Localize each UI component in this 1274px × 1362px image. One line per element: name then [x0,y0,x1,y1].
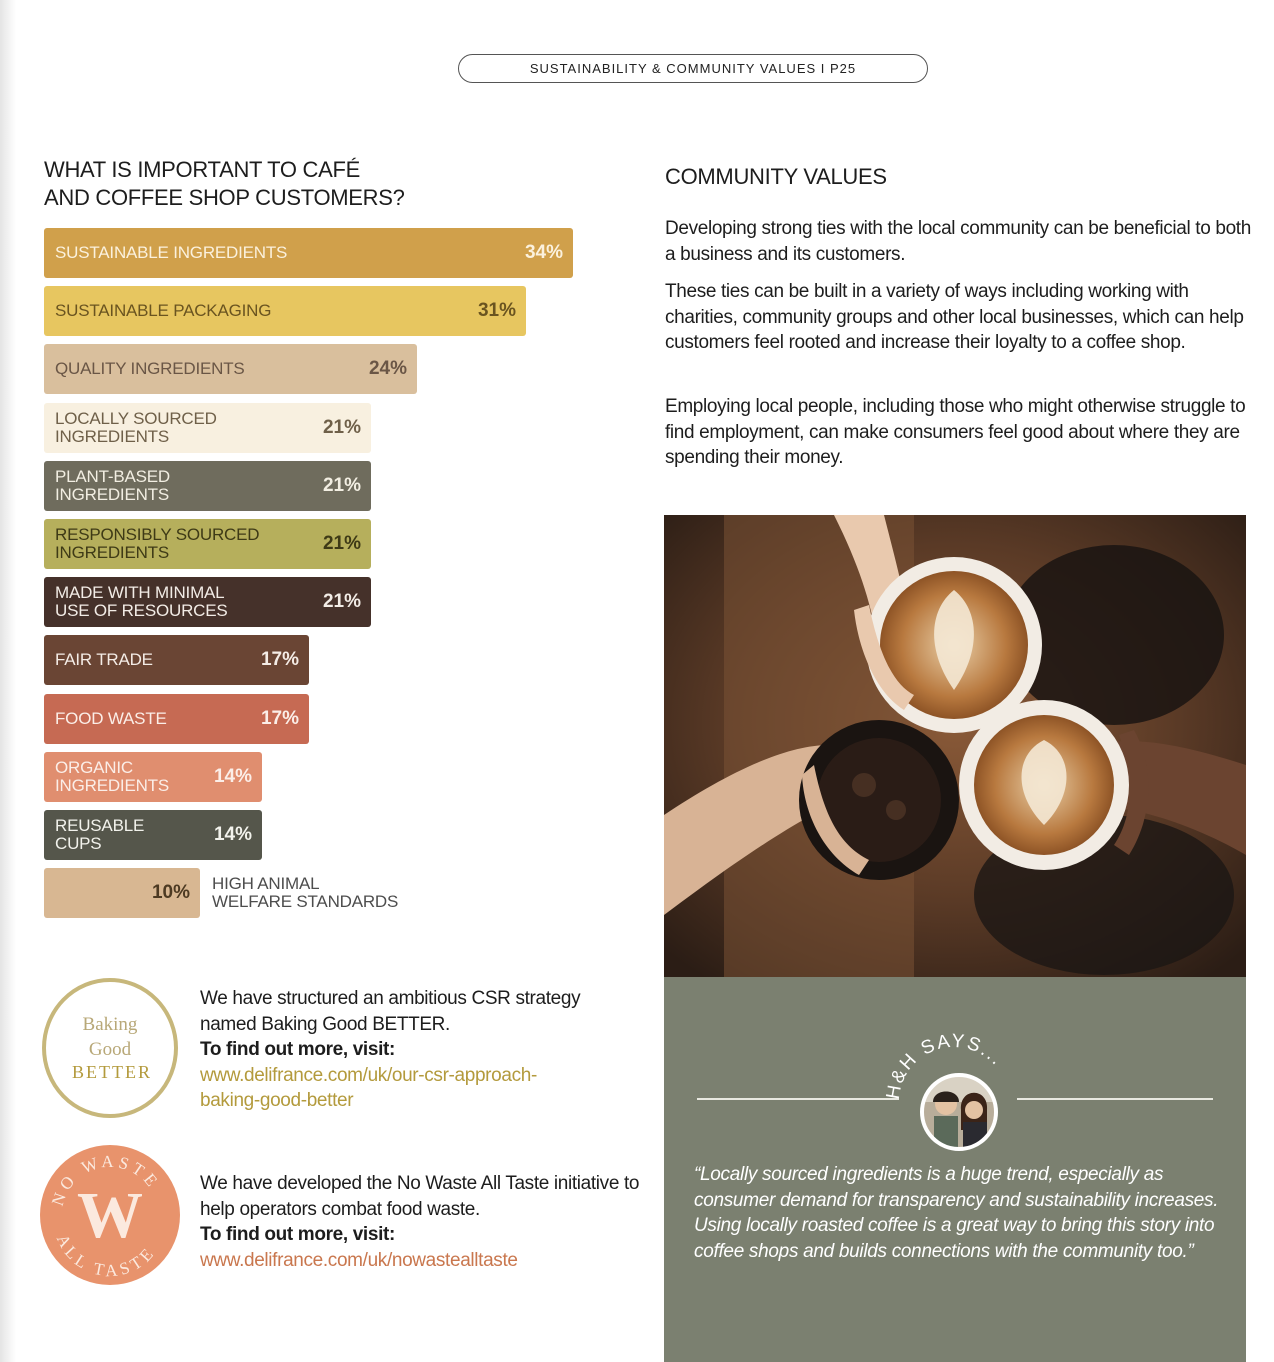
chart-title-line1: WHAT IS IMPORTANT TO CAFÉ [44,157,361,182]
logo-arc-bottom: ALL TASTE [52,1231,160,1281]
bar-value-label: 10% [151,882,190,903]
logo-text-baking: Baking [82,1014,138,1035]
hh-divider-right [1017,1098,1213,1100]
bar-category-label: RESPONSIBLY SOURCED INGREDIENTS [55,525,260,562]
csr-cta: To find out more, visit: [200,1039,395,1060]
baking-good-better-logo [40,976,180,1121]
bar-value-label: 14% [213,766,252,787]
chart-bar [44,403,371,453]
community-paragraph-1: Developing strong ties with the local community can be beneficial to both a business and its customers. [665,218,1251,265]
coffee-photo-illustration [664,515,1246,977]
bar-category-label: SUSTAINABLE INGREDIENTS [55,243,288,262]
no-waste-block [200,1171,640,1273]
bar-value-label: 21% [322,591,361,612]
csr-link-line1[interactable]: www.delifrance.com/uk/our-csr-approach- [200,1064,537,1086]
bar-category-label: QUALITY INGREDIENTS [55,359,245,378]
bar-category-label: SUSTAINABLE PACKAGING [55,301,272,320]
chart-bar [44,519,371,569]
hh-quote: “Locally sourced ingredients is a huge trend, especially as consumer demand for transparency and sustainability increases. Using locally roasted coffee is a great way to bring this story into coffee shops and builds connections with the community too.” [694,1164,1219,1262]
page-edge-shadow [0,0,16,1362]
bar-value-label: 24% [368,358,407,379]
hh-says-panel [664,977,1246,1362]
bar-value-label: 34% [524,242,563,263]
bar-chart [44,228,604,928]
logo-letter-w: W [77,1179,143,1252]
bar-category-label: REUSABLE CUPS [55,816,145,853]
no-waste-all-taste-logo [40,1140,180,1290]
csr-description: We have structured an ambitious CSR strategy named Baking Good BETTER. [200,988,581,1035]
community-paragraph-3: Employing local people, including those who might otherwise struggle to find employment, can make consumers feel good about where they are spending their money. [665,396,1246,468]
no-waste-description: We have developed the No Waste All Taste initiative to help operators combat food waste. [200,1173,640,1220]
bar-value-label: 17% [260,708,299,729]
bar-value-label: 21% [322,533,361,554]
chart-bar [44,635,309,685]
no-waste-cta: To find out more, visit: [200,1224,395,1245]
bar-value-label: 21% [322,475,361,496]
logo-text-better: BETTER [72,1062,152,1082]
chart-bar [44,286,526,336]
page-header-pill [458,54,928,83]
bar-category-label: LOCALLY SOURCED INGREDIENTS [55,409,217,446]
hh-divider-left [697,1098,899,1100]
chart-bar [44,810,262,860]
coffee-cheers-photo [664,515,1246,977]
logo-arc-top: NO WASTE [47,1151,164,1209]
bar-category-label: FAIR TRADE [55,650,153,669]
chart-title-line2: AND COFFEE SHOP CUSTOMERS? [44,185,405,210]
bar-category-label: HIGH ANIMAL WELFARE STANDARDS [212,874,399,911]
chart-title [44,156,464,212]
bar-value-label: 17% [260,649,299,670]
hh-says-arc-text: H&H SAYS... [882,1030,1009,1101]
logo-text-good: Good [88,1039,132,1060]
no-waste-link[interactable]: www.delifrance.com/uk/nowastealltaste [200,1249,518,1271]
bar-value-label: 14% [213,824,252,845]
bar-category-label: PLANT-BASED INGREDIENTS [55,467,170,504]
page-header-text: SUSTAINABILITY & COMMUNITY VALUES I P25 [529,61,857,76]
bar-category-label: FOOD WASTE [55,709,167,728]
community-values-title: COMMUNITY VALUES [665,164,887,189]
bar-value-label: 31% [477,300,516,321]
chart-bar [44,228,573,278]
bar-category-label: ORGANIC INGREDIENTS [55,758,169,795]
community-paragraph-2: These ties can be built in a variety of ways including working with charities, community groups and other local businesses, which can help customers feel rooted and increase their loyalty to a coffee shop. [665,281,1244,353]
avatar [919,1072,999,1152]
chart-bar [44,577,371,627]
hh-says-badge [879,1012,1029,1152]
chart-bar [44,868,200,918]
bar-category-label: MADE WITH MINIMAL USE OF RESOURCES [55,583,228,620]
chart-bar [44,344,417,394]
bar-value-label: 21% [322,417,361,438]
chart-bar [44,752,262,802]
csr-block [200,986,640,1114]
chart-bar [44,461,371,511]
csr-link-line2[interactable]: baking-good-better [200,1090,354,1111]
chart-bar [44,694,309,744]
